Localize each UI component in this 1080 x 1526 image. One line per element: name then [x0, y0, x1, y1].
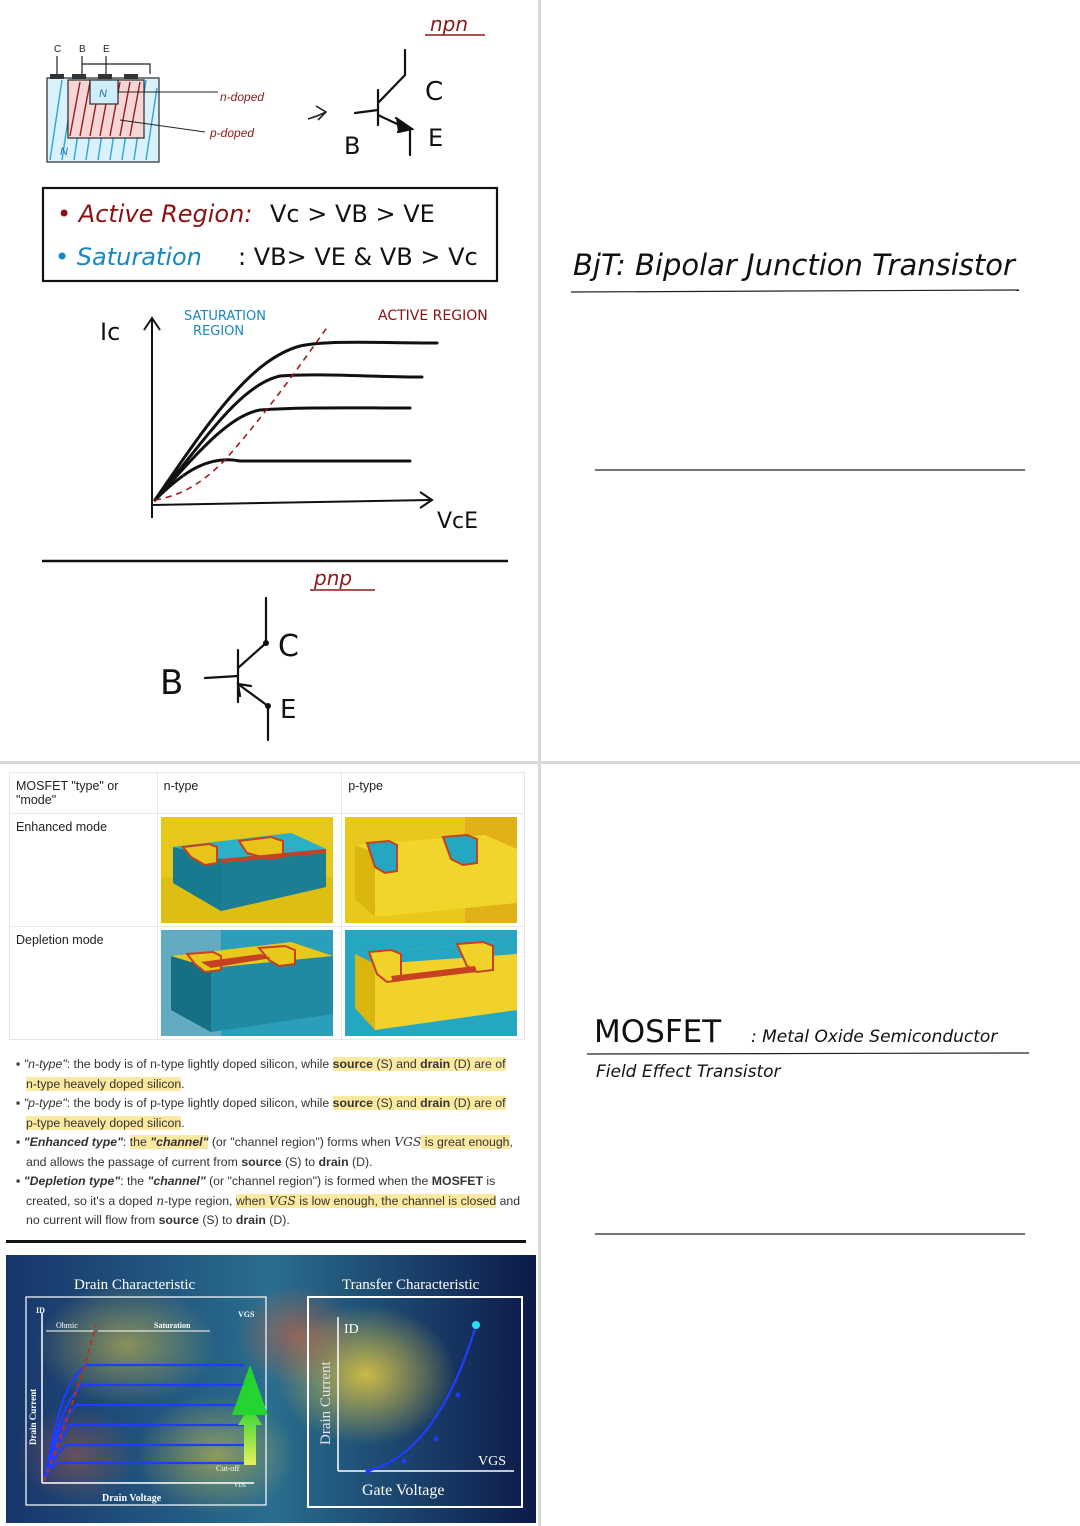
npn-c: C — [425, 77, 444, 107]
saturation-label: • Saturation — [55, 243, 202, 271]
enhanced-ptype-image — [342, 814, 525, 927]
gate-voltage-label: Gate Voltage — [362, 1482, 445, 1499]
depletion-ntype-image — [157, 927, 342, 1040]
svg-text:E: E — [103, 44, 110, 55]
active-region-label: ACTIVE REGION — [378, 308, 488, 324]
bullet-enhanced: ▪ "Enhanced type": the "channel" (or "channel region") forms when VGS is great enough, and allows the passage of current from source (S) to drain (D). — [16, 1135, 513, 1169]
enhanced-ntype-image — [157, 814, 342, 927]
bullet-ntype: ▪ "n-type": the body is of n-type lightly doped silicon, while source (S) and drain (D) are of n-type heavely doped silicon. — [16, 1057, 506, 1091]
pnp-e: E — [280, 695, 297, 725]
drain-voltage-label: Drain Voltage — [102, 1493, 162, 1504]
bjt-title-area — [541, 0, 1080, 758]
npn-symbol — [355, 50, 412, 155]
cutoff-label: Cut-off — [216, 1464, 240, 1473]
transfer-characteristic-title: Transfer Characteristic — [342, 1277, 480, 1293]
vgs-label-right: VGS — [478, 1454, 507, 1469]
svg-text:N: N — [99, 88, 107, 100]
svg-text:C: C — [54, 44, 62, 55]
ic-vce-graph — [100, 308, 488, 534]
active-cond: Vc > VB > VE — [270, 200, 435, 228]
mosfet-sub1: : Metal Oxide Semiconductor — [751, 1027, 998, 1047]
pnp-c: C — [278, 629, 299, 664]
mosfet-characteristics-image — [6, 1255, 536, 1523]
drain-characteristic-title: Drain Characteristic — [74, 1277, 196, 1293]
table-header-mode: MOSFET "type" or "mode" — [10, 773, 158, 814]
pnp-b: B — [160, 663, 184, 703]
bullet-ptype: ▪ "p-type": the body is of p-type lightly doped silicon, while source (S) and drain (D) are of p-type heavely doped silicon. — [16, 1096, 506, 1130]
saturation-region-2: REGION — [193, 324, 245, 339]
id-label-right: ID — [344, 1322, 359, 1337]
vgs-label-left: VGS — [238, 1310, 255, 1319]
active-label: • Active Region: — [57, 200, 253, 228]
saturation-label-chart: Saturation — [154, 1321, 191, 1330]
vds-label: VDS — [234, 1483, 247, 1489]
npn-block-sketch — [47, 44, 264, 162]
npn-b: B — [344, 132, 361, 160]
mosfet-table — [9, 772, 525, 1040]
n-doped-label: n-doped — [220, 90, 265, 104]
row-depletion-label: Depletion mode — [10, 927, 158, 1040]
mosfet-title-area — [541, 764, 1080, 1526]
saturation-region-1: SATURATION — [184, 309, 266, 324]
npn-e: E — [428, 124, 444, 152]
depletion-ptype-image — [342, 927, 525, 1040]
drain-current-right: Drain Current — [318, 1361, 334, 1445]
npn-label: npn — [430, 12, 469, 36]
id-label-left: ID — [36, 1306, 45, 1315]
bjt-title: BjT: Bipolar Junction Transistor — [573, 248, 1015, 282]
bjt-notes — [0, 0, 535, 758]
mosfet-bullets — [16, 1055, 528, 1231]
p-doped-label: p-doped — [210, 126, 255, 140]
table-header-ptype: p-type — [342, 773, 525, 814]
pnp-label: pnp — [314, 566, 353, 590]
table-header-ntype: n-type — [157, 773, 342, 814]
saturation-cond: : VB> VE & VB > Vc — [238, 243, 478, 271]
bullet-depletion: ▪ "Depletion type": the "channel" (or "channel region") is formed when the MOSFET is created, so it's a doped n-type region, when VGS is low enough, the channel is closed and no current will flow from source (S) to drain (D). — [16, 1174, 521, 1227]
ic-axis-label: Ic — [100, 318, 121, 346]
bullets-underline — [6, 1240, 526, 1243]
drain-current-left: Drain Current — [28, 1388, 38, 1445]
svg-text:B: B — [79, 44, 86, 55]
pnp-symbol — [205, 598, 268, 740]
ohmic-label: Ohmic — [56, 1321, 78, 1330]
vce-axis-label: VcE — [437, 509, 479, 534]
row-enhanced-label: Enhanced mode — [10, 814, 158, 927]
mosfet-sub2: Field Effect Transistor — [596, 1062, 781, 1082]
svg-text:N: N — [60, 146, 68, 158]
mosfet-title: MOSFET — [594, 1014, 722, 1050]
